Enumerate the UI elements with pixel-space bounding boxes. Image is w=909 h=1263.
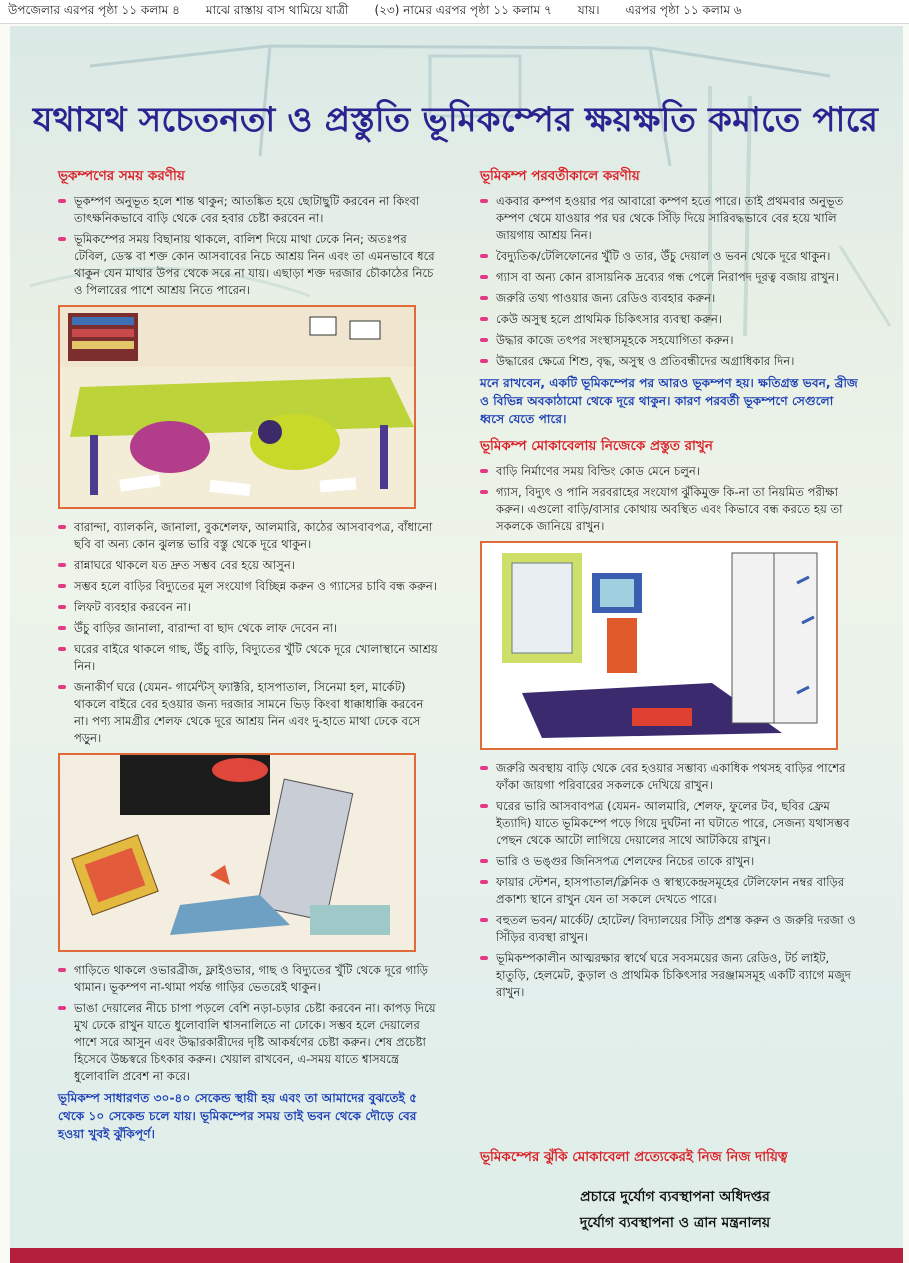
left-column: [58, 166, 440, 1153]
strip-text: এরপর পৃষ্ঠা ১১ কলাম ৬: [625, 2, 742, 17]
list-item: ভারি ও ভঙ্গুর জিনিসপত্র শেলফের নিচের তাকে রাখুন।: [480, 853, 860, 870]
strip-text: উপজেলার এরপর পৃষ্ঠা ১১ কলাম ৪: [8, 2, 180, 17]
aftershock-note: মনে রাখবেন, একটি ভূমিকম্পের পর আরও ভূকম্পণ হয়। ক্ষতিগ্রস্ত ভবন, ব্রীজ ও বিভিন্ন অবকাঠামো থেকে দূরে থাকুন। কারণ পরবর্তী ভূকম্পণে সেগুলো ধ্বসে যেতে পারে।: [480, 376, 858, 426]
section-title-prepare: ভূমিকম্প মোকাবেলায় নিজেকে প্রস্তুত রাখুন: [480, 438, 713, 454]
bottom-color-bar: [10, 1248, 903, 1263]
credits: [480, 1184, 870, 1236]
headline: যথাযথ সচেতনতা ও প্রস্তুতি ভূমিকম্পের ক্ষয়ক্ষতি কমাতে পারে: [32, 100, 879, 140]
illustration-take-cover: [58, 305, 416, 509]
list-item: একবার কম্পণ হওয়ার পর আবারো কম্পণ হতে পারে। তাই প্রথমবার অনুভূত কম্পণ থেমে যাওয়ার পর ঘর থেকে সিঁড়ি দিয়ে সারিবদ্ধভাবে বের হয়ে খালি জায়গায় আশ্রয় নিন।: [480, 193, 860, 244]
list-item: ঘরের বাইরে থাকলে গাছ, উঁচু বাড়ি, বিদ্যুতের খুঁটি থেকে দূরে খোলাস্থানে আশ্রয় নিন।: [58, 641, 440, 675]
list-item: উদ্ধারের ক্ষেত্রে শিশু, বৃদ্ধ, অসুস্থ ও প্রতিবন্ধীদের অগ্রাধিকার দিন।: [480, 353, 860, 370]
list-item: ফায়ার স্টেশন, হাসপাতাল/ক্লিনিক ও স্বাস্থ্যকেন্দ্রসমূহের টেলিফোন নম্বর বাড়ির প্রকাশ্য স্থানে রাখুন যেন তা সকলে দেখতে পারে।: [480, 874, 860, 908]
newspaper-strip: [0, 0, 909, 24]
right-column: [480, 166, 860, 1005]
list-item: ভূকম্পণ অনুভূত হলে শান্ত থাকুন; আতঙ্কিত হয়ে ছোটাছুটি করবেন না কিংবা তাৎক্ষনিকভাবে বাড়ি থেকে বের হবার চেষ্টা করবেন না।: [58, 193, 440, 227]
list-item: ভূমিকম্পের সময় বিছানায় থাকলে, বালিশ দিয়ে মাথা ঢেকে নিন; অতঃপর টেবিল, ডেস্ক বা শক্ত কোন আসবাবের নিচে আশ্রয় নিন এবং তা এমনভাবে ধরে থাকুন যেন মাথার উপর থেকে সরে না যায়। এছাড়া শক্ত দরজার চৌকাঠের নিচে ও পিলারের পাশে আশ্রয় নিতে পারেন।: [58, 231, 440, 299]
during-list-c: [58, 962, 440, 1085]
credit-department: প্রচারে দুর্যোগ ব্যবস্থাপনা অধিদপ্তর: [580, 1189, 770, 1205]
list-item: ভাঙা দেয়ালের নীচে চাপা পড়লে বেশি নড়া-চড়ার চেষ্টা করবেন না। কাপড় দিয়ে মুখ ঢেকে রাখুন যাতে ধুলোবালি শ্বাসনালিতে না ঢোকে। সম্ভব হলে দেয়ালের পাশে সরে আসুন এবং উদ্ধারকারীদের দৃষ্টি আকর্ষণের চেষ্টা করুন। শেষ প্রচেষ্টা হিসেবে উচ্চস্বরে চিৎকার করুন। খেয়াল রাখবেন, এ-সময় যাতে শ্বাসযন্ত্রে ধুলোবালি প্রবেশ না করে।: [58, 1000, 440, 1085]
list-item: জরুরি তথ্য পাওয়ার জন্য রেডিও ব্যবহার করুন।: [480, 290, 860, 307]
during-list-a: [58, 193, 440, 299]
list-item: জরুরি অবস্থায় বাড়ি থেকে বের হওয়ার সম্ভাব্য একাধিক পথসহ বাড়ির পাশের ফাঁকা জায়গা পরিবারের সকলকে দেখিয়ে রাখুন।: [480, 760, 860, 794]
credit-ministry: দুর্যোগ ব্যবস্থাপনা ও ত্রান মন্ত্রনালয়: [579, 1215, 771, 1231]
responsibility-tagline: ভূমিকম্পের ঝুঁকি মোকাবেলা প্রত্যেকেরই নিজ নিজ দায়িত্ব: [480, 1149, 788, 1165]
after-list: [480, 193, 860, 370]
list-item: বাড়ি নির্মাণের সময় বিল্ডিং কোড মেনে চলুন।: [480, 463, 860, 480]
list-item: উদ্ধার কাজে তৎপর সংস্থাসমূহকে সহযোগিতা করুন।: [480, 332, 860, 349]
strip-text: যায়।: [577, 2, 600, 17]
duration-note: ভূমিকম্প সাধারণত ৩০-৪০ সেকেন্ড স্থায়ী হয় এবং তা আমাদের বুঝতেই ৫ থেকে ১০ সেকেন্ড চলে যায়। ভূমিকম্পের সময় তাই ভবন থেকে দৌড়ে বের হওয়া খুবই ঝুঁকিপূর্ণ।: [58, 1091, 418, 1141]
list-item: ভূমিকম্পকালীন আত্মরক্ষার স্বার্থে ঘরে সবসময়ের জন্য রেডিও, টর্চ লাইট, হাতুড়ি, হেলমেট, কুড়াল ও প্রাথমিক চিকিৎসার সরঞ্জামসমূহ একটি ব্যাগে মজুদ রাখুন।: [480, 950, 860, 1001]
illustration-secure-furniture: [480, 541, 838, 750]
during-list-b: [58, 519, 440, 747]
list-item: গ্যাস, বিদ্যুৎ ও পানি সরবরাহের সংযোগ ঝুঁকিমুক্ত কি-না তা নিয়মিত পরীক্ষা করুন। এগুলো বাড়ি/বাসার কোথায় অবস্থিত এবং কিভাবে বন্ধ করতে হয় তা সকলকে জানিয়ে রাখুন।: [480, 484, 860, 535]
list-item: জনাকীর্ণ ঘরে (যেমন- গার্মেন্টস্ ফ্যাক্টরি, হাসপাতাল, সিনেমা হল, মার্কেট) থাকলে বাইরে বের হওয়ার জন্য দরজার সামনে ভিড় কিংবা ধাক্কাধাক্কি করবেন না। পণ্য সামগ্রীর শেলফ থেকে দূরে আশ্রয় নিন এবং দু-হাতে মাথা ঢেকে বসে পড়ুন।: [58, 679, 440, 747]
illustration-falling-furniture: [58, 753, 416, 952]
strip-text: মাঝে রাস্তায় বাস থামিয়ে যাত্রী: [205, 2, 349, 17]
list-item: গ্যাস বা অন্য কোন রাসায়নিক দ্রব্যের গন্ধ পেলে নিরাপদ দূরত্ব বজায় রাখুন।: [480, 269, 860, 286]
list-item: ঘরের ভারি আসবাবপত্র (যেমন- আলমারি, শেলফ, ফুলের টব, ছবির ফ্রেম ইত্যাদি) যাতে ভূমিকম্পে পড়ে গিয়ে দুর্ঘটনা না ঘটাতে পারে, সেজন্য যথাসম্ভব পেছন থেকে আটো লাগিয়ে দেয়ালের সাথে আটকিয়ে রাখুন।: [480, 798, 860, 849]
poster: [10, 26, 903, 1248]
strip-text: (২৩) নামের এরপর পৃষ্ঠা ১১ কলাম ৭: [374, 2, 552, 17]
list-item: বারান্দা, ব্যালকনি, জানালা, বুকশেলফ, আলমারি, কাঠের আসবাবপত্র, বাঁধানো ছবি বা অন্য কোন ঝুলন্ত ভারি বস্তু থেকে দূরে থাকুন।: [58, 519, 440, 553]
prepare-list-b: [480, 760, 860, 1001]
section-title-during: ভূকম্পণের সময় করণীয়: [58, 168, 185, 184]
list-item: বহুতল ভবন/ মার্কেট/ হোটেল/ বিদ্যালয়ের সিঁড়ি প্রশস্ত করুন ও জরুরি দরজা ও সিঁড়ির ব্যবস্থা রাখুন।: [480, 912, 860, 946]
list-item: কেউ অসুস্থ হলে প্রাথমিক চিকিৎসার ব্যবস্থা করুন।: [480, 311, 860, 328]
list-item: রান্নাঘরে থাকলে যত দ্রুত সম্ভব বের হয়ে আসুন।: [58, 557, 440, 574]
prepare-list-a: [480, 463, 860, 535]
list-item: উঁচু বাড়ির জানালা, বারান্দা বা ছাদ থেকে লাফ দেবেন না।: [58, 620, 440, 637]
list-item: বৈদ্যুতিক/টেলিফোনের খুঁটি ও তার, উঁচু দেয়াল ও ভবন থেকে দূরে থাকুন।: [480, 248, 860, 265]
list-item: গাড়িতে থাকলে ওভারব্রীজ, ফ্লাইওভার, গাছ ও বিদ্যুতের খুঁটি থেকে দূরে গাড়ি থামান। ভূকম্পণ না-থামা পর্যন্ত গাড়ির ভেতরেই থাকুন।: [58, 962, 440, 996]
list-item: সম্ভব হলে বাড়ির বিদ্যুতের মূল সংযোগ বিচ্ছিন্ন করুন ও গ্যাসের চাবি বন্ধ করুন।: [58, 578, 440, 595]
section-title-after: ভূমিকম্প পরবর্তীকালে করণীয়: [480, 168, 640, 184]
list-item: লিফট ব্যবহার করবেন না।: [58, 599, 440, 616]
